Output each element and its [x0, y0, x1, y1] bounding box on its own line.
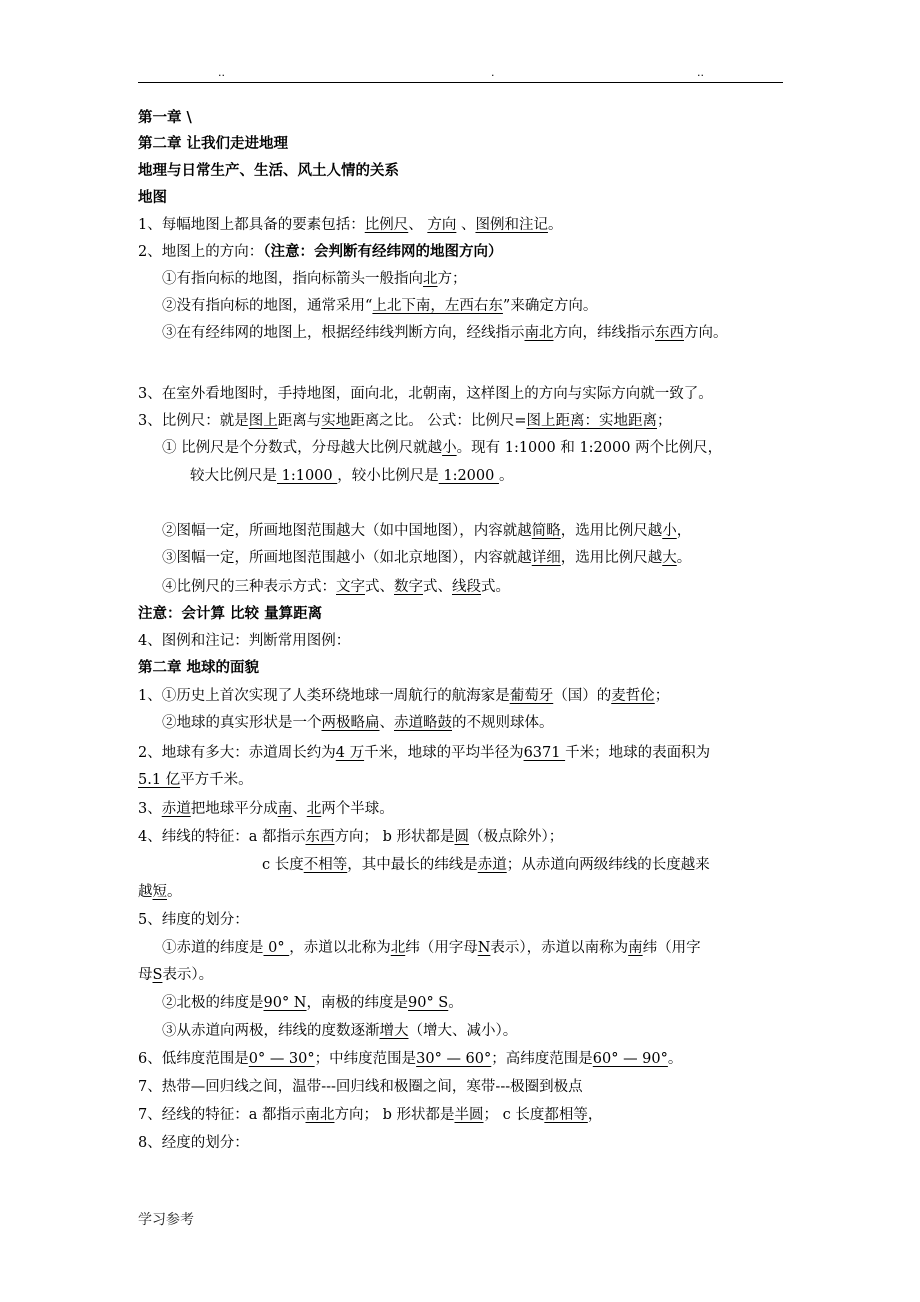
- text-line: [138, 686, 669, 706]
- underlined-answer: 6371: [523, 745, 566, 761]
- text-segment: 第二章 地球的面貌: [138, 659, 260, 676]
- text-segment: ②没有指向标的地图，通常采用“: [162, 298, 373, 314]
- text-segment: ③从赤道向两极，纬线的度数逐渐: [162, 1023, 380, 1039]
- heading-line: [138, 658, 259, 678]
- underlined-answer: 线段: [452, 579, 481, 595]
- underlined-answer: 30° — 60°: [416, 1051, 492, 1067]
- text-segment: 5、纬度的划分：: [138, 912, 249, 928]
- text-line: [162, 269, 467, 289]
- text-segment: 纬（用字母: [405, 940, 478, 956]
- underlined-answer: 60° — 90°: [592, 1051, 668, 1067]
- underlined-answer: 南北: [305, 1107, 335, 1123]
- text-line: [138, 770, 253, 790]
- text-segment: 7、经线的特征：a 都指示: [138, 1107, 306, 1123]
- underlined-answer: 文字: [336, 579, 365, 595]
- underlined-answer: 方向: [427, 217, 457, 233]
- text-segment: 。: [498, 468, 514, 484]
- text-segment: ；: [657, 413, 672, 429]
- text-line: [190, 466, 513, 486]
- heading-line: [138, 161, 399, 181]
- text-line: [162, 548, 691, 568]
- text-segment: 2、地图上的方向：: [138, 244, 264, 260]
- text-segment: 越: [138, 884, 153, 900]
- underlined-answer: 90° N: [263, 995, 307, 1011]
- heading-line: [138, 604, 322, 624]
- text-segment: ，南极的纬度是: [306, 995, 408, 1011]
- text-segment: 方向； b 形状都是: [334, 829, 455, 845]
- underlined-answer: 数字: [394, 579, 423, 595]
- underlined-answer: N: [477, 940, 491, 956]
- text-segment: ① 比例尺是个分数式，分母越大比例尺就越: [162, 440, 443, 456]
- text-segment: 距离与: [277, 413, 322, 429]
- underlined-answer: 90° S: [408, 995, 449, 1011]
- text-segment: ，选用比例尺越: [560, 523, 663, 539]
- text-segment: ；从赤道向两级纬线的长度越来: [506, 857, 710, 873]
- underlined-answer: 北: [390, 940, 406, 956]
- text-segment: 式。: [481, 579, 510, 595]
- text-line: [138, 411, 672, 431]
- underlined-answer: 不相等: [303, 857, 348, 873]
- text-segment: ；高纬度范围是: [491, 1051, 593, 1067]
- text-segment: 式、: [365, 579, 394, 595]
- text-line: [138, 882, 182, 902]
- text-segment: 。: [667, 1051, 683, 1067]
- underlined-answer: 大: [662, 550, 677, 566]
- text-segment: 7、热带—回归线之间，温带---回归线和极圈之间，寒带---极圈到极点: [138, 1079, 583, 1095]
- text-segment: 方；: [437, 271, 467, 287]
- underlined-answer: 北: [423, 271, 438, 287]
- underlined-answer: 5.1 亿: [138, 772, 181, 788]
- underlined-answer: 0°: [263, 940, 290, 956]
- text-line: [138, 242, 502, 262]
- text-segment: 、: [379, 715, 394, 731]
- underlined-answer: 增大: [379, 1023, 409, 1039]
- underlined-answer: 南: [277, 801, 293, 817]
- underlined-answer: 1:1000: [277, 468, 338, 484]
- text-segment: 1、①历史上首次实现了人类环绕地球一周航行的航海家是: [138, 688, 510, 704]
- text-segment: 表示），赤道以南称为: [490, 940, 629, 956]
- text-line: [162, 438, 722, 458]
- underlined-answer: 赤道: [477, 857, 507, 873]
- header-mark-center: .: [491, 66, 495, 79]
- text-line: [138, 910, 249, 930]
- underlined-answer: ：实地距离: [584, 413, 657, 429]
- text-segment: 距离之比。 公式：比例尺=: [350, 413, 527, 429]
- text-line: [138, 799, 394, 819]
- underlined-answer: 两极略扁: [321, 715, 380, 731]
- text-segment: 式、: [423, 579, 452, 595]
- text-line: [138, 1105, 602, 1125]
- text-line: [138, 384, 713, 404]
- text-segment: ，较小比例尺是: [337, 468, 439, 484]
- text-line: [162, 323, 728, 343]
- text-line: [138, 827, 563, 847]
- text-segment: 方向； b 形状都是: [334, 1107, 455, 1123]
- text-line: [162, 296, 597, 316]
- text-segment: ②图幅一定，所画地图范围越大（如中国地图），内容就越: [162, 523, 532, 539]
- heading-line: [138, 134, 288, 154]
- text-line: [138, 1049, 682, 1069]
- text-segment: 。: [167, 884, 182, 900]
- text-line: [138, 215, 562, 235]
- text-segment: 母: [138, 967, 153, 983]
- underlined-answer: 半圆: [454, 1107, 484, 1123]
- text-segment: 2、地球有多大：赤道周长约为: [138, 745, 336, 761]
- underlined-answer: 短: [152, 884, 167, 900]
- underlined-answer: 赤道: [161, 801, 191, 817]
- text-segment: 6、低纬度范围是: [138, 1051, 249, 1067]
- underlined-answer: 都相等: [544, 1107, 588, 1123]
- text-segment: ③图幅一定，所画地图范围越小（如北京地图），内容就越: [162, 550, 532, 566]
- text-segment: ，: [676, 523, 692, 539]
- text-segment: ②北极的纬度是: [162, 995, 264, 1011]
- text-line: [162, 1021, 517, 1041]
- text-segment: c 长度: [262, 857, 304, 873]
- text-segment: 、: [456, 217, 476, 233]
- page-footer: 学习参考: [138, 1212, 194, 1228]
- text-segment: 方向，纬线指示: [553, 325, 655, 341]
- underlined-answer: 赤道略鼓: [394, 715, 452, 731]
- text-segment: 较大比例尺是: [190, 468, 277, 484]
- text-segment: ，赤道以北称为: [289, 940, 391, 956]
- underlined-answer: 东西: [305, 829, 335, 845]
- heading-line: [138, 108, 192, 128]
- underlined-answer: 图上距离: [526, 413, 585, 429]
- text-segment: 4、图例和注记：判断常用图例：: [138, 633, 351, 649]
- text-segment: ”来确定方向。: [502, 298, 598, 314]
- underlined-answer: 0° — 30°: [248, 1051, 315, 1067]
- text-segment: 第一章 \: [138, 109, 192, 126]
- text-segment: ，: [587, 1107, 603, 1123]
- text-segment: ③在有经纬网的地图上，根据经纬线判断方向，经线指示: [162, 325, 525, 341]
- underlined-answer: 圆: [454, 829, 469, 845]
- text-segment: 。: [676, 550, 692, 566]
- text-segment: 千米；地球的表面积为: [565, 745, 711, 761]
- text-segment: 1、每幅地图上都具备的要素包括：: [138, 217, 365, 233]
- text-segment: 千米，地球的平均半径为: [364, 745, 524, 761]
- underlined-answer: 葡萄牙: [509, 688, 554, 704]
- underlined-answer: 麦哲伦: [611, 688, 655, 704]
- text-segment: 第二章 让我们走进地理: [138, 135, 289, 152]
- text-segment: 3、: [138, 801, 162, 817]
- text-segment: 、: [292, 801, 307, 817]
- underlined-answer: 小: [442, 440, 457, 456]
- text-segment: ；中纬度范围是: [314, 1051, 417, 1067]
- text-segment: 地图: [138, 189, 167, 206]
- text-segment: ，其中最长的纬线是: [347, 857, 478, 873]
- text-segment: ； c 长度: [483, 1107, 545, 1123]
- text-line: [138, 1133, 249, 1153]
- text-segment: ①赤道的纬度是: [162, 940, 264, 956]
- text-segment: ，选用比例尺越: [560, 550, 663, 566]
- underlined-answer: 上北下南，左西右东: [372, 298, 503, 314]
- text-line: [262, 855, 710, 875]
- underlined-answer: 北: [306, 801, 322, 817]
- text-segment: ②地球的真实形状是一个: [162, 715, 322, 731]
- text-line: [162, 993, 463, 1013]
- text-segment: （极点除外）；: [468, 829, 564, 845]
- text-line: [138, 631, 350, 651]
- header-mark-right: ..: [697, 66, 704, 79]
- underlined-answer: 详细: [531, 550, 561, 566]
- text-segment: 地理与日常生产、生活、风土人情的关系: [138, 162, 399, 179]
- header-mark-left: ..: [218, 66, 225, 79]
- text-line: [162, 938, 701, 958]
- underlined-answer: 图例和注记: [475, 217, 548, 233]
- text-line: [162, 713, 554, 733]
- underlined-answer: 简略: [531, 523, 561, 539]
- text-segment: 把地球平分成: [190, 801, 278, 817]
- text-line: [138, 965, 213, 985]
- underlined-answer: 比例尺: [364, 217, 409, 233]
- text-segment: 的不规则球体。: [452, 715, 554, 731]
- underlined-answer: S: [152, 967, 163, 983]
- underlined-answer: 图上: [248, 413, 278, 429]
- underlined-answer: 实地: [321, 413, 351, 429]
- text-segment: 。现有 1:1000 和 1:2000 两个比例尺，: [456, 440, 723, 456]
- text-segment: 3、比例尺：就是: [138, 413, 249, 429]
- underlined-answer: 南北: [524, 325, 554, 341]
- text-line: [138, 743, 710, 763]
- text-segment: ①有指向标的地图，指向标箭头一般指向: [162, 271, 423, 287]
- text-segment: 方向。: [684, 325, 728, 341]
- underlined-answer: 南: [628, 940, 643, 956]
- text-segment: 4、纬线的特征：a 都指示: [138, 829, 306, 845]
- text-segment: 。: [448, 995, 463, 1011]
- text-line: [162, 577, 510, 597]
- heading-line: [138, 188, 167, 208]
- text-line: [138, 1077, 583, 1097]
- underlined-answer: 4 万: [335, 745, 365, 761]
- text-segment: 、: [408, 217, 428, 233]
- text-segment: 注意：会计算 比较 量算距离: [138, 605, 323, 622]
- header-rule: [138, 82, 783, 83]
- text-segment: 两个半球。: [321, 801, 394, 817]
- text-segment: 3、在室外看地图时，手持地图，面向北，北朝南，这样图上的方向与实际方向就一致了。: [138, 386, 713, 402]
- underlined-answer: 东西: [655, 325, 684, 341]
- text-segment: （国）的: [553, 688, 612, 704]
- text-segment: ；: [654, 688, 670, 704]
- text-segment: ④比例尺的三种表示方式：: [162, 579, 336, 595]
- text-segment: 。: [547, 217, 563, 233]
- text-line: [162, 521, 691, 541]
- text-segment: 纬（用字: [642, 940, 701, 956]
- text-segment: 平方千米。: [180, 772, 253, 788]
- text-segment: （增大、减小）。: [408, 1023, 518, 1039]
- text-segment: 表示）。: [162, 967, 214, 983]
- underlined-answer: 小: [662, 523, 677, 539]
- text-segment: （注意：会判断有经纬网的地图方向）: [263, 243, 503, 260]
- underlined-answer: 1:2000: [438, 468, 499, 484]
- text-segment: 8、经度的划分：: [138, 1135, 249, 1151]
